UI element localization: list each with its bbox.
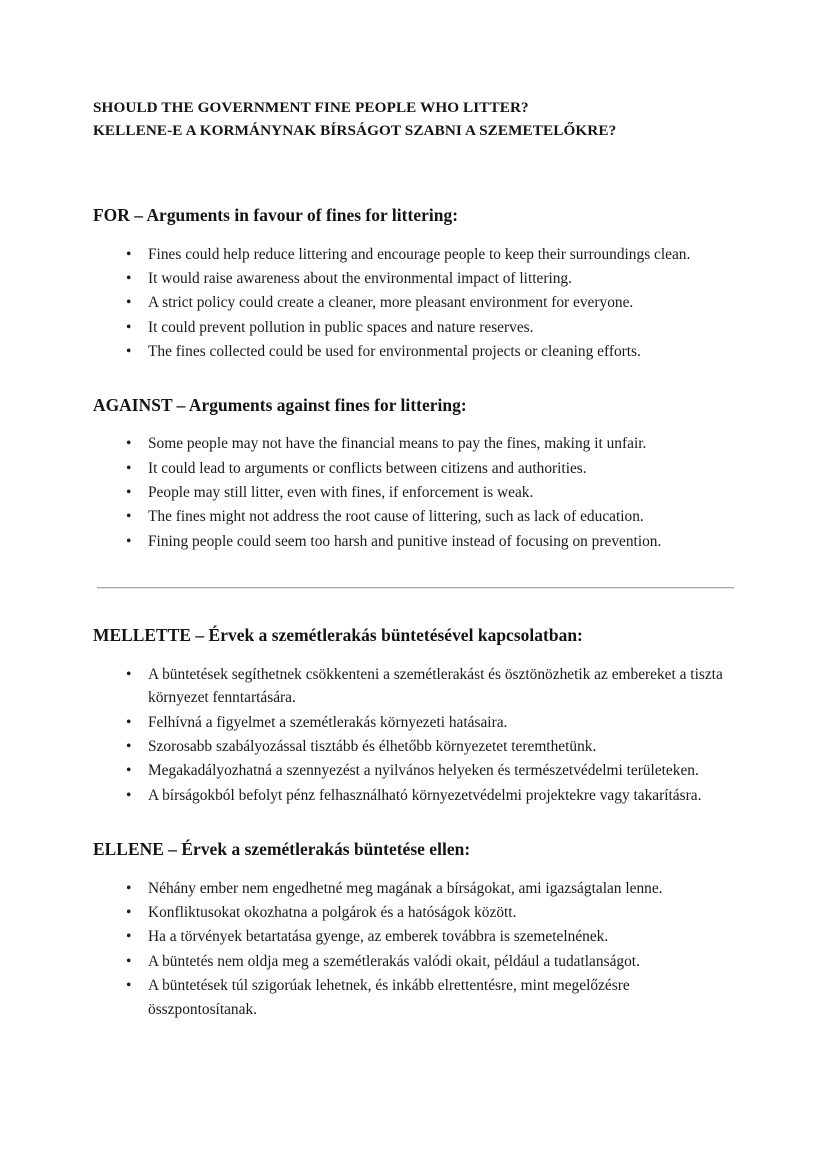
list-item-text: Fining people could seem too harsh and punitive instead of focusing on prevention. [148, 532, 662, 550]
list-item [93, 784, 738, 807]
section-divider [97, 587, 734, 589]
list-item-text: Konfliktusokat okozhatna a polgárok és a hatóságok között. [148, 904, 517, 922]
bullet-icon: • [126, 879, 132, 897]
page-title-line-hungarian: KELLENE-E A KORMÁNYNAK BÍRSÁGOT SZABNI A SZEMETELŐKRE? [93, 122, 617, 140]
list-item-text: The fines might not address the root cause of littering, such as lack of education. [148, 508, 644, 526]
bullet-list-against [93, 432, 738, 553]
list-item [93, 759, 738, 782]
bullet-icon: • [126, 952, 132, 970]
bullet-icon: • [126, 245, 132, 263]
bullet-icon: • [126, 343, 132, 361]
list-item-text: Fines could help reduce littering and encourage people to keep their surroundings clean. [148, 245, 691, 263]
list-item-text: A bírságokból befolyt pénz felhasználható környezetvédelmi projektekre vagy takarításra. [148, 786, 702, 804]
list-item-text: Néhány ember nem engedhetné meg magának a bírságokat, ami igazságtalan lenne. [148, 879, 663, 897]
section-heading-mellette: MELLETTE – Érvek a szemétlerakás büntetésével kapcsolatban: [93, 625, 583, 646]
page-title-line-english: SHOULD THE GOVERNMENT FINE PEOPLE WHO LITTER? [93, 99, 529, 116]
list-item [93, 530, 738, 553]
list-item [93, 432, 738, 455]
bullet-icon: • [126, 713, 132, 731]
list-item [93, 974, 738, 1021]
list-item [93, 735, 738, 758]
list-item [93, 291, 738, 314]
list-item [93, 340, 738, 363]
list-item-text: Megakadályozhatná a szennyezést a nyilvános helyeken és természetvédelmi területeken. [148, 762, 699, 780]
page-title [93, 96, 738, 142]
section-heading-for: FOR – Arguments in favour of fines for littering: [93, 205, 459, 226]
list-item-text: It would raise awareness about the environmental impact of littering. [148, 270, 572, 288]
list-item [93, 663, 738, 710]
bullet-list-for [93, 243, 738, 364]
list-item-text: People may still litter, even with fines, if enforcement is weak. [148, 484, 534, 501]
bullet-icon: • [126, 532, 132, 550]
list-item [93, 267, 738, 290]
bullet-icon: • [126, 737, 132, 755]
bullet-icon: • [126, 270, 132, 288]
list-item [93, 901, 738, 924]
list-item-text: Felhívná a figyelmet a szemétlerakás környezeti hatásaira. [148, 713, 508, 731]
list-item-text: Szorosabb szabályozással tisztább és élhetőbb környezetet teremthetünk. [148, 737, 597, 755]
bullet-icon: • [126, 977, 132, 995]
section-mellette [93, 624, 738, 807]
document-content [93, 96, 738, 1022]
bullet-icon: • [126, 459, 132, 477]
section-against [93, 394, 738, 554]
bullet-icon: • [126, 435, 132, 453]
list-item [93, 925, 738, 948]
list-item [93, 505, 738, 528]
list-item [93, 316, 738, 339]
bullet-icon: • [126, 904, 132, 922]
list-item-text: It could lead to arguments or conflicts between citizens and authorities. [148, 459, 587, 477]
list-item [93, 457, 738, 480]
list-item-text: Ha a törvények betartatása gyenge, az emberek továbbra is szemetelnének. [148, 928, 609, 946]
bullet-list-ellene [93, 877, 738, 1021]
bullet-icon: • [126, 484, 132, 501]
list-item-text: Some people may not have the financial means to pay the fines, making it unfair. [148, 435, 647, 453]
bullet-icon: • [126, 928, 132, 946]
bullet-icon: • [126, 762, 132, 780]
list-item-text: A büntetések segíthetnek csökkenteni a szemétlerakást és ösztönözhetik az embereket a tiszta környezet fenntartására. [148, 665, 723, 707]
list-item-text: A büntetések túl szigorúak lehetnek, és inkább elrettentésre, mint megelőzésre összpontosítanak. [148, 977, 630, 1018]
list-item [93, 711, 738, 734]
list-item [93, 950, 738, 973]
list-item-text: A strict policy could create a cleaner, more pleasant environment for everyone. [148, 294, 634, 312]
bullet-icon: • [126, 294, 132, 312]
bullet-icon: • [126, 508, 132, 526]
list-item [93, 877, 738, 900]
list-item-text: A büntetés nem oldja meg a szemétlerakás valódi okait, például a tudatlanságot. [148, 952, 640, 970]
bullet-icon: • [126, 318, 132, 336]
list-item [93, 481, 738, 504]
section-heading-against: AGAINST – Arguments against fines for littering: [93, 394, 467, 415]
list-item-text: It could prevent pollution in public spaces and nature reserves. [148, 318, 534, 336]
section-for [93, 204, 738, 364]
list-item-text: The fines collected could be used for environmental projects or cleaning efforts. [148, 343, 641, 361]
bullet-icon: • [126, 786, 132, 804]
section-heading-ellene: ELLENE – Érvek a szemétlerakás büntetése ellen: [93, 839, 471, 860]
list-item [93, 243, 738, 266]
bullet-icon: • [126, 665, 132, 683]
bullet-list-mellette [93, 663, 738, 807]
section-ellene [93, 838, 738, 1021]
